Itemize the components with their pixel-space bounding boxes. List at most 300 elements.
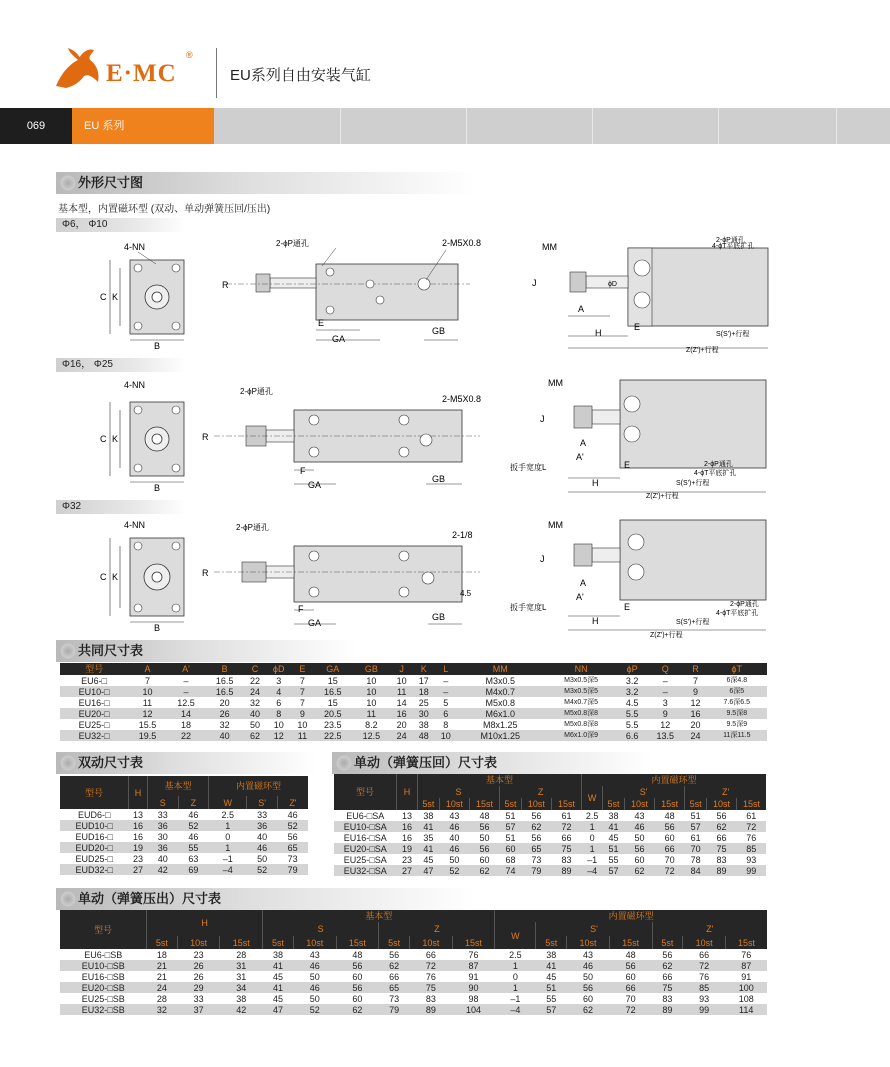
table-cell: 60 (583, 993, 594, 1004)
table-cell: 66 (655, 843, 685, 854)
table-cell: 22.5 (313, 730, 352, 741)
table-cell: 38 (608, 810, 619, 821)
table-cell: –4 (209, 864, 247, 875)
table-cell: 50 (309, 993, 320, 1004)
label-mm: MM (548, 520, 563, 530)
table-row (60, 853, 308, 864)
table-cell: 74 (500, 865, 522, 876)
table-cell: 51 (536, 982, 567, 993)
common-dimension-table (60, 663, 767, 741)
table-cell: EU6-□SB (84, 949, 123, 960)
table-cell: 13 (401, 810, 412, 821)
table-cell: 55 (546, 993, 557, 1004)
col-stroke: 10st (706, 798, 736, 810)
table-cell: 50 (583, 971, 594, 982)
col-header: B (205, 663, 244, 675)
table-cell: 56 (655, 821, 685, 832)
table-row (60, 864, 308, 875)
col-z: Z (379, 922, 495, 936)
table-row (60, 719, 767, 730)
col-header: ϕP (618, 663, 646, 675)
table-cell: 21 (147, 960, 178, 971)
table-cell: 0 (225, 831, 231, 842)
table-cell: 45 (273, 993, 284, 1004)
band-divider (836, 108, 837, 144)
col-header: Z' (277, 796, 308, 809)
table-cell: 51 (505, 832, 516, 843)
table-cell: – (167, 686, 206, 697)
table-cell: 50 (309, 971, 320, 982)
table-cell: –4 (582, 865, 603, 876)
table-cell: 75 (410, 982, 453, 993)
table-cell: 9 (291, 708, 313, 719)
table-cell: 56 (716, 810, 727, 821)
band-divider (466, 108, 467, 144)
table-cell: EU25-□SB (81, 993, 125, 1004)
col-header: Z (178, 796, 209, 809)
table-cell: 20 (219, 697, 230, 708)
drawing-group-3 (90, 516, 880, 642)
table-cell: 3 (276, 675, 282, 686)
table-row (60, 730, 767, 741)
table-cell: 3 (662, 697, 668, 708)
col-header: 型号 (60, 663, 128, 675)
col-z-prime: Z' (652, 922, 767, 936)
table-cell: 52 (439, 865, 469, 876)
table-cell: 66 (662, 971, 673, 982)
table-cell: M5x0.8 (485, 697, 516, 708)
table-cell: EU32-□SA (334, 865, 397, 876)
horse-logo-icon (48, 42, 108, 94)
table-cell: 76 (425, 971, 436, 982)
table-cell: 1 (209, 842, 247, 853)
label-j: J (540, 554, 545, 564)
table-cell: 7 (291, 686, 313, 697)
table-cell: EU20-□ (60, 708, 128, 719)
table-cell: 14 (167, 708, 206, 719)
table-cell: 46 (567, 960, 610, 971)
table-cell: 14 (396, 697, 407, 708)
col-stroke: 10st (439, 798, 469, 810)
table-cell: 32 (147, 1004, 178, 1015)
table-cell: 50 (249, 719, 260, 730)
col-stroke: 15st (551, 798, 581, 810)
table-cell: 50 (479, 832, 490, 843)
table-cell: 72 (410, 960, 453, 971)
table-cell: 83 (716, 854, 727, 865)
table-cell: 60 (479, 854, 490, 865)
table-row (60, 842, 308, 853)
label-c: C (100, 572, 107, 582)
table-cell: 9 (685, 686, 707, 697)
table-cell: 26 (205, 708, 244, 719)
table-cell: 56 (469, 821, 499, 832)
label-f: F (298, 604, 304, 614)
col-header: ϕT (707, 663, 767, 675)
table-cell: 41 (418, 821, 440, 832)
table-cell: 46 (188, 809, 199, 820)
table-cell: 56 (336, 982, 379, 993)
col-header: NN (544, 663, 619, 675)
col-s: S (418, 786, 500, 798)
table-cell: 22 (167, 730, 206, 741)
single-extend-table (60, 910, 767, 1015)
top-view-drawing (510, 520, 766, 639)
section-title: 双动尺寸表 (78, 755, 144, 770)
table-cell: EU25-□ (78, 719, 110, 730)
table-cell: 73 (389, 993, 400, 1004)
col-w: W (582, 786, 603, 810)
table-cell: – (435, 686, 457, 697)
col-stroke: 5st (500, 798, 522, 810)
table-cell: 72 (655, 865, 685, 876)
table-cell: 46 (247, 842, 278, 853)
header-divider (216, 48, 217, 98)
label-z: Z(Z')+行程 (686, 347, 719, 354)
table-cell: 10 (297, 719, 308, 730)
table-cell: 85 (683, 982, 726, 993)
table-cell: 0 (512, 971, 518, 982)
col-magnetic: 内置磁环型 (495, 910, 767, 922)
col-s: S (263, 922, 379, 936)
table-row (334, 854, 766, 865)
table-cell: 78 (690, 854, 701, 865)
table-cell: 63 (188, 853, 199, 864)
table-cell: 11深11.5 (707, 730, 767, 741)
table-cell: 68 (505, 854, 516, 865)
label-h: H (592, 478, 599, 488)
col-s-prime: S' (603, 786, 685, 798)
table-cell: 19 (129, 842, 148, 853)
label-g18: 2-1/8 (452, 530, 473, 540)
table-cell: EU20-□SB (60, 982, 147, 993)
table-cell: 83 (662, 993, 673, 1004)
table-cell: M10x1.25 (457, 730, 544, 741)
table-cell: 2.5 (509, 949, 522, 960)
table-cell: 43 (309, 949, 320, 960)
section-double-header (56, 752, 316, 774)
table-cell: 66 (561, 832, 572, 843)
table-cell: 11 (291, 730, 313, 741)
table-cell: 72 (683, 960, 726, 971)
table-cell: 0 (589, 832, 595, 843)
col-stroke: 15st (609, 936, 652, 949)
table-cell: 75 (652, 982, 683, 993)
table-cell: 69 (178, 864, 209, 875)
label-4nn: 4-NN (124, 520, 146, 530)
table-cell: EUD16-□ (75, 831, 113, 842)
table-cell: 13.5 (646, 730, 685, 741)
table-cell: – (183, 675, 189, 686)
table-cell: 70 (625, 993, 636, 1004)
col-stroke: 5st (652, 936, 683, 949)
table-cell: 23 (132, 853, 143, 864)
col-stroke: 5st (418, 798, 440, 810)
table-cell: 12.5 (352, 730, 391, 741)
table-cell: 60 (352, 993, 363, 1004)
table-cell: 61 (561, 810, 572, 821)
table-cell: 2.5 (585, 810, 599, 821)
col-stroke: 10st (410, 936, 453, 949)
col-stroke: 10st (683, 936, 726, 949)
table-cell: 28 (156, 993, 167, 1004)
table-cell: 10 (128, 686, 167, 697)
table-row (60, 820, 308, 831)
document-title: EU系列自由安装气缸 (230, 67, 371, 84)
side-view-drawing (202, 386, 481, 490)
table-cell: 99 (683, 1004, 726, 1015)
table-cell: 51 (505, 810, 516, 821)
table-cell: 62 (469, 865, 499, 876)
table-cell: 15.5 (138, 719, 157, 730)
table-cell: 60 (634, 854, 645, 865)
single-return-table (334, 774, 766, 876)
table-cell: 75 (551, 843, 581, 854)
table-cell: 46 (624, 821, 654, 832)
label-4nn: 4-NN (124, 242, 146, 252)
table-cell: 76 (741, 949, 752, 960)
table-cell: 62 (652, 960, 683, 971)
table-cell: 11 (391, 686, 413, 697)
table-cell: 35 (423, 832, 434, 843)
table-cell: 41 (603, 821, 625, 832)
col-stroke: 15st (469, 798, 499, 810)
table-cell: 62 (244, 730, 266, 741)
section-common-header (56, 640, 356, 662)
label-p-hole2: 2-ϕP通孔 (704, 461, 733, 468)
table-cell: 38 (273, 949, 284, 960)
table-cell: M4x0.7 (457, 686, 544, 697)
double-acting-table (60, 776, 308, 875)
table-cell: 20 (396, 719, 407, 730)
label-e: E (624, 460, 631, 470)
table-cell: 89 (410, 1004, 453, 1015)
label-s: S(S')+行程 (676, 619, 710, 626)
label-e: E (634, 322, 641, 332)
label-h: H (595, 328, 602, 338)
table-cell: 40 (157, 853, 168, 864)
table-cell: 62 (521, 821, 551, 832)
label-r: R (202, 568, 209, 578)
table-cell: 38 (236, 993, 247, 1004)
col-stroke: 10st (567, 936, 610, 949)
table-row (60, 708, 767, 719)
table-cell: 45 (608, 832, 619, 843)
table-cell: 11 (352, 708, 391, 719)
table-cell: 55 (608, 854, 619, 865)
table-cell: EU20-□SA (334, 843, 397, 854)
col-basic: 基本型 (148, 776, 209, 796)
table-cell: 8 (266, 708, 291, 719)
label-j: J (532, 278, 537, 288)
label-wrench: 扳手宽度L (510, 603, 547, 612)
table-row (334, 821, 766, 832)
table-cell: EUD32-□ (60, 864, 129, 875)
col-header: A' (167, 663, 206, 675)
table-row (60, 982, 767, 993)
group-label-6-10: Φ6， Φ10 (56, 218, 186, 232)
table-cell: 10 (366, 697, 377, 708)
band-divider (718, 108, 719, 144)
table-cell: 18 (156, 949, 167, 960)
table-cell: 56 (609, 960, 652, 971)
table-cell: 9.5深8 (707, 708, 767, 719)
table-cell: 72 (551, 821, 581, 832)
side-view-drawing (202, 522, 480, 628)
table-row (60, 993, 767, 1004)
col-header: A (128, 663, 167, 675)
table-cell: 47 (418, 865, 440, 876)
table-cell: 1 (495, 960, 536, 971)
table-cell: 57 (685, 821, 707, 832)
table-cell: 73 (531, 854, 542, 865)
col-stroke: 15st (336, 936, 379, 949)
col-header: GB (352, 663, 391, 675)
table-cell: 72 (609, 1004, 652, 1015)
table-cell: 66 (425, 949, 436, 960)
table-cell: 48 (479, 810, 490, 821)
table-cell: 17 (418, 675, 429, 686)
table-cell: 66 (716, 832, 727, 843)
table-cell: 32 (219, 719, 230, 730)
col-stroke: 15st (220, 936, 263, 949)
table-cell: 12 (660, 719, 671, 730)
table-cell: EU16-□SB (81, 971, 125, 982)
table-cell: 46 (188, 831, 199, 842)
label-z: Z(Z')+行程 (650, 632, 683, 639)
table-cell: 36 (247, 820, 278, 831)
label-s: S(S')+行程 (676, 480, 710, 487)
table-cell: M8x1.25 (483, 719, 518, 730)
label-4-5: 4.5 (460, 589, 472, 598)
table-cell: 4 (266, 686, 291, 697)
table-cell: 13 (132, 809, 143, 820)
table-cell: 70 (664, 854, 675, 865)
col-w: W (495, 922, 536, 949)
table-row (60, 960, 767, 971)
table-row (60, 1004, 767, 1015)
table-cell: 60 (664, 832, 675, 843)
table-cell: M6x1.0 (457, 708, 544, 719)
table-cell: 34 (220, 982, 263, 993)
col-stroke: 5st (379, 936, 410, 949)
table-row (334, 810, 766, 821)
table-cell: 10 (273, 719, 284, 730)
table-cell: 26 (193, 971, 204, 982)
label-e: E (624, 602, 631, 612)
table-cell: EU25-□SA (343, 854, 387, 865)
table-cell: 1 (495, 982, 536, 993)
table-cell: 7 (144, 675, 150, 686)
table-cell: 55 (178, 842, 209, 853)
table-cell: 41 (536, 960, 567, 971)
table-cell: 79 (277, 864, 308, 875)
label-c: C (100, 434, 107, 444)
table-cell: 52 (293, 1004, 336, 1015)
table-cell: 8.2 (365, 719, 378, 730)
table-cell: 16 (685, 708, 707, 719)
label-b: B (154, 341, 161, 351)
col-z: Z (500, 786, 582, 798)
table-cell: 16.5 (205, 686, 244, 697)
table-cell: 76 (468, 949, 479, 960)
table-cell: 31 (220, 960, 263, 971)
table-cell: 99 (737, 865, 766, 876)
table-cell: 31 (236, 971, 247, 982)
table-cell: EUD25-□ (75, 853, 113, 864)
col-z-prime: Z' (685, 786, 766, 798)
table-cell: 42 (148, 864, 179, 875)
table-cell: M5x0.8深8 (544, 708, 619, 719)
table-cell: 73 (287, 853, 298, 864)
drawing-group-1 (90, 236, 880, 356)
label-ga: GA (332, 334, 346, 344)
table-cell: 41 (263, 982, 294, 993)
table-cell: 72 (737, 821, 766, 832)
table-cell: 1 (582, 821, 603, 832)
col-magnetic: 内置磁环型 (209, 776, 308, 796)
table-cell: 48 (352, 949, 363, 960)
table-cell: 24 (147, 982, 178, 993)
col-header: C (244, 663, 266, 675)
table-row (60, 675, 767, 686)
table-row (60, 686, 767, 697)
col-stroke: 10st (293, 936, 336, 949)
label-ga: GA (308, 480, 322, 490)
label-e: E (318, 318, 325, 328)
table-cell: 6 (435, 708, 457, 719)
table-cell: 9.5深9 (726, 720, 748, 728)
table-cell: 65 (379, 982, 410, 993)
label-p-hole2: 2-ϕP通孔 (730, 601, 759, 608)
table-cell: 12 (690, 697, 701, 708)
table-cell: – (443, 675, 449, 686)
label-4nn: 4-NN (124, 380, 146, 390)
table-cell: 19.5 (128, 730, 167, 741)
table-cell: 27 (397, 865, 418, 876)
group-label-16-25: Φ16， Φ25 (56, 358, 186, 372)
table-cell: 7 (693, 675, 699, 686)
table-row (60, 809, 308, 820)
label-d: ϕD (608, 281, 617, 288)
table-cell: EU6-□SA (346, 810, 385, 821)
table-cell: 21 (156, 971, 167, 982)
table-cell: 79 (521, 865, 551, 876)
section-title: 外形尺寸图 (78, 175, 144, 190)
label-a: A (580, 438, 587, 448)
table-cell: –4 (495, 1004, 536, 1015)
table-cell: 33 (193, 993, 204, 1004)
table-cell: 46 (439, 821, 469, 832)
table-cell: 46 (293, 960, 336, 971)
label-b: B (154, 623, 161, 633)
label-gb: GB (432, 612, 446, 622)
section-outline-header (56, 172, 476, 194)
table-cell: 16 (129, 820, 148, 831)
table-cell: 62 (624, 865, 654, 876)
col-header: GA (313, 663, 352, 675)
table-cell: M6x1.0深9 (544, 730, 619, 741)
table-cell: 48 (625, 949, 636, 960)
table-cell: 60 (500, 843, 522, 854)
drawing-group-2 (90, 374, 880, 500)
label-s: S(S')+行程 (716, 331, 750, 338)
table-row (60, 949, 767, 960)
table-cell: 40 (449, 832, 460, 843)
section-title: 共同尺寸表 (78, 643, 144, 658)
table-cell: 51 (603, 843, 625, 854)
table-cell: 26 (177, 960, 220, 971)
